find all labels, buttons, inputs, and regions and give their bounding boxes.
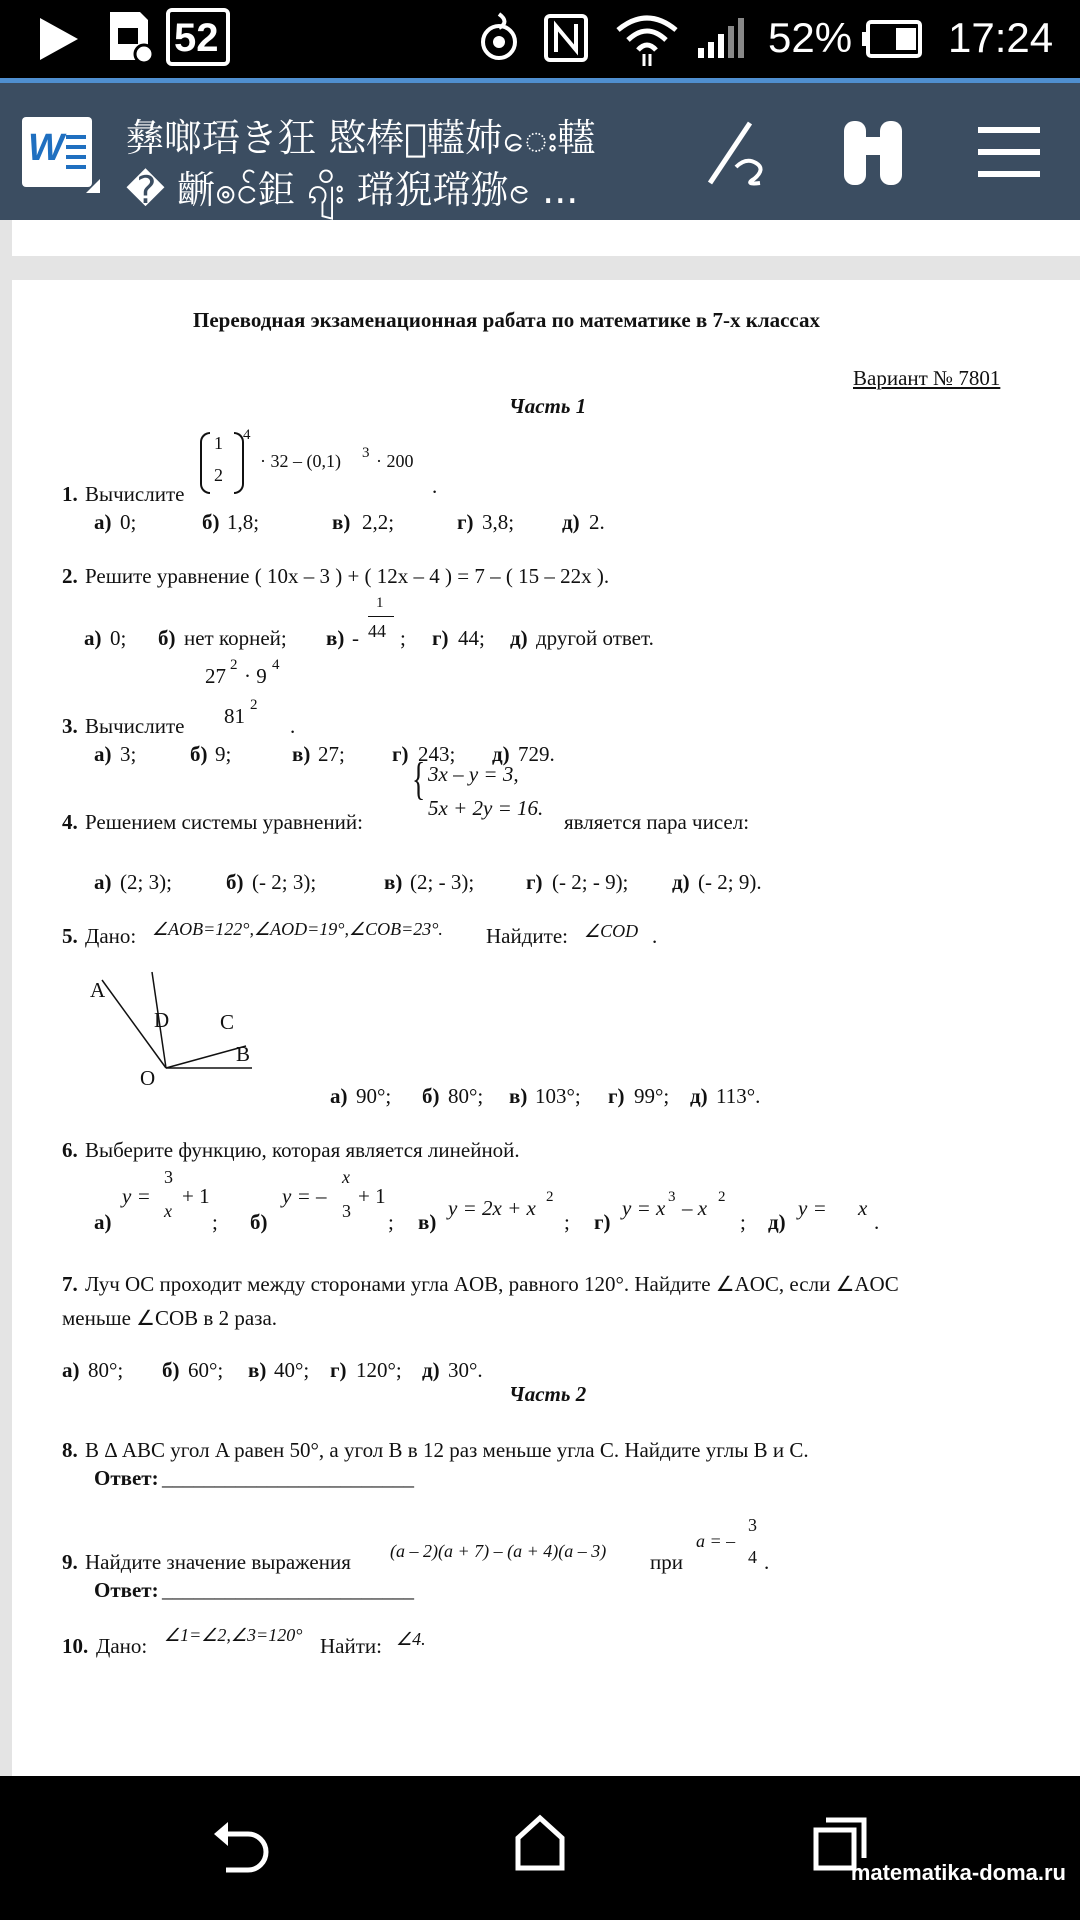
- app-bar: [0, 78, 1080, 220]
- variant-label: Вариант № 7801: [853, 366, 1001, 390]
- q5-given: ∠AOB=122°,∠AOD=19°,∠COB=23°.: [152, 919, 443, 939]
- back-icon[interactable]: [212, 1816, 272, 1880]
- q9-at: при: [650, 1550, 683, 1574]
- q5-find-label: Найдите:: [486, 924, 568, 948]
- q9-answer-line[interactable]: ________________________: [162, 1578, 414, 1602]
- q6-text: Выберите функцию, которая является линейной.: [85, 1138, 520, 1162]
- q4-text: Решением системы уравнений:: [85, 810, 363, 834]
- q1-text: Вычислите: [85, 482, 185, 506]
- battery-icon: [860, 20, 924, 58]
- q10-text: Дано:: [96, 1634, 148, 1658]
- part2-heading: Часть 2: [509, 1382, 587, 1406]
- q9-answer-label: Ответ:: [94, 1578, 159, 1602]
- q10-number: 10.: [62, 1634, 89, 1658]
- q8-text: В Δ ABC угол A равен 50°, а угол B в 12 раз меньше угла C. Найдите углы B и C.: [85, 1438, 809, 1462]
- q2-number: 2.: [62, 564, 78, 588]
- q1-number: 1.: [62, 482, 78, 506]
- document-title-line2: � 齭ၜင်鉅 ၵျိး 瑺猊瑺猕ၔ ...: [126, 168, 579, 212]
- document-page: Переводная экзаменационная рабата по математике в 7-х классах Вариант № 7801 Часть 1 1. Вычислите 1 2 4 · 32 – (0,1) 3 · 200 . а) 0; б) 1,8; в) 2,2; г) 3,8; д) 2. 2. Решите уравнение ( 10x – 3 ) + ( 12x – 4 ) = 7 – ( 15 – 22x ). а) 0; б) нет корней; в) - 1 44 ; г) 44; д) другой ответ. 27 2 · 9 4 81 2 . 3. Вычислите а) 3; б) 9; в) 27; г) 243; д) 729. 4. Решением системы уравнений: { 3x – y = 3, 5x + 2y = 16. является пара чисел: а) (2; 3); б) (- 2; 3); в) (2; - 3); г) (- 2; - 9); д) (- 2; 9). 5. Дано: ∠AOB=122°,∠AOD=19°,∠COB=23°. Найдите: ∠COD . A D C B O а) 90°; б) 80°; в) 103°; г) 99°; д) 113°. 6. Выберите функцию, которая является линейной. а) y = 3 x + 1 ; б) y = – x 3 + 1 ; в) y = 2x + x 2 ; г) y = x 3 – x 2 ; д) y = x . 7. Луч OC проходит между сторонами угла AOB, равного 120°. Найдите ∠AOC, если ∠AOC меньше ∠COB в 2 раза. а) 80°; б) 60°; в) 40°; г) 120°; д) 30°. Часть 2 8. В Δ ABC угол A равен 50°, а угол B в 12 раз меньше угла C. Найдите углы B и C. Ответ: ________________________ 9. Найдите значение выражения (a – 2)(a + 7) – (a + 4)(a – 3) при a = – 3 4 . Ответ: ________________________ 10. Дано: ∠1=∠2,∠3=120° Найти: ∠4.: [12, 280, 1080, 1776]
- q8-answer-line[interactable]: ________________________: [162, 1466, 414, 1490]
- q5-label-c: C: [220, 1010, 235, 1034]
- clock: 17:24: [948, 14, 1054, 61]
- home-icon[interactable]: [514, 1814, 566, 1872]
- q10-given: ∠1=∠2,∠3=120°: [164, 1625, 303, 1645]
- dropdown-corner-icon: [86, 179, 100, 193]
- q4-number: 4.: [62, 810, 78, 834]
- nfc-icon: [544, 14, 588, 62]
- q9-number: 9.: [62, 1550, 78, 1574]
- notification-count-badge: 52: [166, 8, 230, 66]
- q3-number: 3.: [62, 714, 78, 738]
- hotspot-icon: [474, 12, 524, 66]
- document-viewer[interactable]: [0, 220, 1080, 1776]
- word-app-icon[interactable]: W: [22, 117, 92, 187]
- watermark: matematika-doma.ru: [850, 1860, 1066, 1885]
- edit-pen-icon[interactable]: [700, 117, 772, 189]
- q5-number: 5.: [62, 924, 78, 948]
- document-title-line1: 彝啷珸き狂 愍棒 䡷姉ေး䡷: [126, 116, 596, 160]
- q10-find-label: Найти:: [320, 1634, 382, 1658]
- q5-text: Дано:: [85, 924, 137, 948]
- play-icon: [36, 16, 80, 62]
- q7-line2: меньше ∠COB в 2 раза.: [62, 1306, 278, 1330]
- q5-label-b: B: [236, 1042, 251, 1066]
- status-bar: [0, 0, 1080, 78]
- q5-find-value: ∠COD: [584, 921, 639, 941]
- signal-icon: [696, 16, 752, 60]
- q2-text: Решите уравнение ( 10x – 3 ) + ( 12x – 4 ) = 7 – ( 15 – 22x ).: [85, 564, 610, 588]
- wifi-icon: [614, 10, 680, 68]
- navigation-bar: [0, 1776, 1080, 1920]
- q5-label-a: A: [90, 978, 106, 1002]
- q7-line1: Луч OC проходит между сторонами угла AOB, равного 120°. Найдите ∠AOC, если ∠AOC: [85, 1272, 899, 1296]
- q8-answer-label: Ответ:: [94, 1466, 159, 1490]
- part1-heading: Часть 1: [509, 394, 587, 418]
- q7-number: 7.: [62, 1272, 78, 1296]
- q9-text: Найдите значение выражения: [85, 1550, 351, 1574]
- page-title: Переводная экзаменационная рабата по математике в 7-х классах: [193, 308, 821, 332]
- q3-text: Вычислите: [85, 714, 185, 738]
- previous-page-edge: [12, 220, 1080, 256]
- search-binoculars-icon[interactable]: [840, 117, 906, 189]
- q9-expression: (a – 2)(a + 7) – (a + 4)(a – 3): [390, 1541, 607, 1561]
- q4-tail: является пара чисел:: [564, 810, 750, 834]
- menu-icon[interactable]: [976, 123, 1042, 185]
- q5-label-d: D: [154, 1008, 170, 1032]
- sd-card-settings-icon: [104, 10, 156, 66]
- q5-label-o: O: [140, 1066, 156, 1090]
- q6-number: 6.: [62, 1138, 78, 1162]
- q10-find-value: ∠4.: [396, 1629, 426, 1649]
- battery-percent: 52%: [768, 14, 853, 61]
- q8-number: 8.: [62, 1438, 78, 1462]
